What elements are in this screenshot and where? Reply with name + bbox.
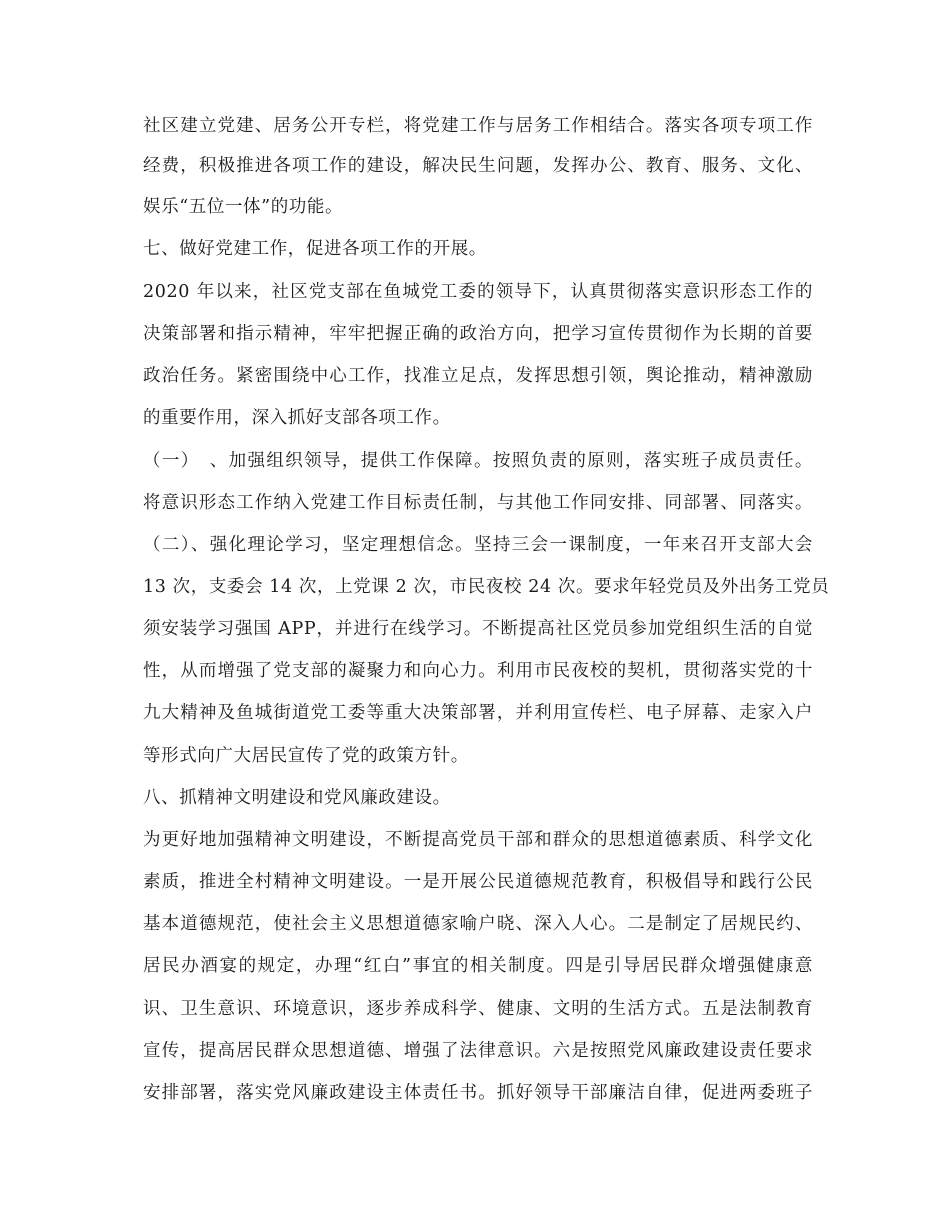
section-heading-eight: 八、抓精神文明建设和党风廉政建设。 xyxy=(143,788,451,808)
paragraph-line: 性，从而增强了党支部的凝聚力和向心力。利用市民夜校的契机，贯彻落实党的十 xyxy=(143,661,813,681)
paragraph-line: 经费，积极推进各项工作的建设，解决民生问题，发挥办公、教育、服务、文化、 xyxy=(143,156,813,176)
paragraph-line: 13 次，支委会 14 次，上党课 2 次，市民夜校 24 次。要求年轻党员及外出务工党员 xyxy=(143,577,830,597)
paragraph-line: 政治任务。紧密围绕中心工作，找准立足点，发挥思想引领，舆论推动，精神激励 xyxy=(143,366,813,386)
paragraph-line: 九大精神及鱼城街道党工委等重大决策部署，并利用宣传栏、电子屏幕、走家入户 xyxy=(143,703,813,723)
paragraph-line: 识、卫生意识、环境意识，逐步养成科学、健康、文明的生活方式。五是法制教育 xyxy=(143,999,813,1019)
paragraph-line: 为更好地加强精神文明建设，不断提高党员干部和群众的思想道德素质、科学文化 xyxy=(143,830,813,850)
paragraph-line: 2020 年以来，社区党支部在鱼城党工委的领导下，认真贯彻落实意识形态工作的 xyxy=(143,282,813,302)
paragraph-line: 的重要作用，深入抓好支部各项工作。 xyxy=(143,408,451,428)
paragraph-line: 宣传，提高居民群众思想道德、增强了法律意识。六是按照党风廉政建设责任要求 xyxy=(143,1041,813,1061)
paragraph-line: 居民办酒宴的规定，办理“红白”事宜的相关制度。四是引导居民群众增强健康意 xyxy=(143,956,813,976)
subsection-two-line: （二）、强化理论学习，坚定理想信念。坚持三会一课制度，一年来召开支部大会 xyxy=(143,535,813,555)
paragraph-line: 娱乐“五位一体”的功能。 xyxy=(143,197,344,217)
paragraph-line: 素质，推进全村精神文明建设。一是开展公民道德规范教育，积极倡导和践行公民 xyxy=(143,872,813,892)
paragraph-line: 安排部署，落实党风廉政建设主体责任书。抓好领导干部廉洁自律，促进两委班子 xyxy=(143,1083,813,1103)
paragraph-line: 社区建立党建、居务公开专栏，将党建工作与居务工作相结合。落实各项专项工作 xyxy=(143,116,813,136)
paragraph-line: 将意识形态工作纳入党建工作目标责任制，与其他工作同安排、同部署、同落实。 xyxy=(143,493,813,513)
paragraph-line: 基本道德规范，使社会主义思想道德家喻户晓、深入人心。二是制定了居规民约、 xyxy=(143,914,813,934)
paragraph-line: 须安装学习强国 APP，并进行在线学习。不断提高社区党员参加党组织生活的自觉 xyxy=(143,619,813,639)
paragraph-line: 等形式向广大居民宣传了党的政策方针。 xyxy=(143,746,469,766)
section-heading-seven: 七、做好党建工作，促进各项工作的开展。 xyxy=(143,239,487,259)
subsection-one-line: （一） 、加强组织领导，提供工作保障。按照负责的原则，落实班子成员责任。 xyxy=(143,451,813,471)
paragraph-line: 决策部署和指示精神，牢牢把握正确的政治方向，把学习宣传贯彻作为长期的首要 xyxy=(143,324,813,344)
